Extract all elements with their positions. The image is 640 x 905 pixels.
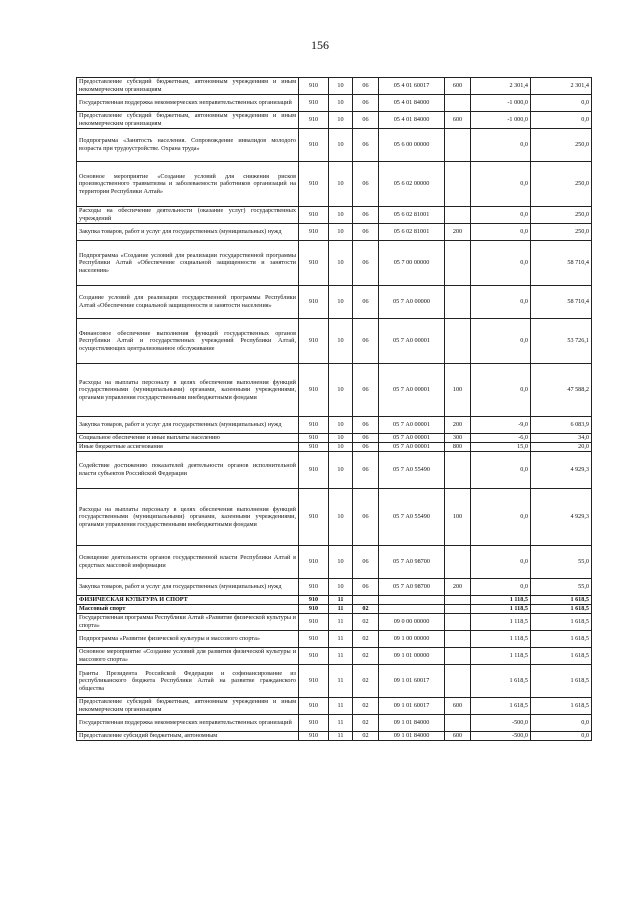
row-grbs: 910 [299,605,329,614]
row-total-amount: 4 929,3 [531,452,592,489]
row-expense-type: 200 [445,579,471,596]
row-change-amount: 1 118,5 [471,605,531,614]
row-expense-type [445,648,471,665]
row-expense-type: 200 [445,417,471,434]
row-name: Массовый спорт [77,605,299,614]
row-subsection: 02 [353,698,379,715]
row-target-article: 05 7 А0 00001 [379,417,445,434]
row-expense-type [445,452,471,489]
row-total-amount: 55,0 [531,546,592,579]
row-name: Предоставление субсидий бюджетным, автономным учреждениям и иным некоммерческим организациям [77,112,299,129]
row-name: Закупка товаров, работ и услуг для государственных (муниципальных) нужд [77,224,299,241]
row-change-amount: 0,0 [471,452,531,489]
row-section: 10 [329,224,353,241]
row-change-amount: 0,0 [471,224,531,241]
row-expense-type [445,715,471,732]
row-change-amount: -500,0 [471,715,531,732]
row-name: Подпрограмма «Занятость населения. Сопровождение инвалидов молодого возраста при трудоустройстве. Охрана труда» [77,129,299,162]
row-expense-type: 100 [445,364,471,417]
row-name: Предоставление субсидий бюджетным, автономным учреждениям и иным некоммерческим организациям [77,698,299,715]
row-total-amount: 53 726,1 [531,319,592,364]
row-section: 11 [329,715,353,732]
row-name: Государственная поддержка некоммерческих неправительственных организаций [77,715,299,732]
row-target-article: 05 7 А0 00001 [379,319,445,364]
row-section: 10 [329,78,353,95]
row-grbs: 910 [299,129,329,162]
row-grbs: 910 [299,648,329,665]
table-row [77,434,592,443]
row-change-amount: 0,0 [471,546,531,579]
row-subsection: 02 [353,665,379,698]
row-change-amount: 1 118,5 [471,648,531,665]
row-grbs: 910 [299,579,329,596]
row-change-amount: 0,0 [471,207,531,224]
row-expense-type [445,631,471,648]
row-grbs: 910 [299,112,329,129]
row-total-amount: 250,0 [531,207,592,224]
table-row [77,241,592,286]
row-expense-type: 600 [445,698,471,715]
row-name: Финансовое обеспечение выполнения функций государственных органов Республики Алтай и государственных учреждений Республики Алтай, осуществляющих централизованное обслуживание [77,319,299,364]
row-target-article: 05 7 А0 98700 [379,579,445,596]
row-name: Освещение деятельности органов государственной власти Республики Алтай в средствах массовой информации [77,546,299,579]
row-target-article: 09 1 01 00000 [379,648,445,665]
row-section: 10 [329,489,353,546]
row-name: Предоставление субсидий бюджетным, автономным учреждениям и иным некоммерческим организациям [77,78,299,95]
row-target-article: 05 7 А0 55490 [379,452,445,489]
table-row [77,715,592,732]
row-target-article: 09 1 01 60017 [379,698,445,715]
row-subsection: 06 [353,452,379,489]
row-total-amount: 2 301,4 [531,78,592,95]
row-total-amount: 1 618,5 [531,698,592,715]
table-row [77,698,592,715]
row-total-amount: 1 618,5 [531,614,592,631]
row-subsection: 02 [353,614,379,631]
row-total-amount: 0,0 [531,732,592,741]
row-subsection: 06 [353,162,379,207]
table-row [77,95,592,112]
row-target-article: 05 7 А0 00001 [379,443,445,452]
row-change-amount: -9,0 [471,417,531,434]
row-grbs: 910 [299,546,329,579]
row-total-amount: 1 618,5 [531,648,592,665]
row-grbs: 910 [299,417,329,434]
row-expense-type: 600 [445,112,471,129]
row-total-amount: 250,0 [531,129,592,162]
row-subsection: 02 [353,631,379,648]
row-grbs: 910 [299,241,329,286]
row-grbs: 910 [299,489,329,546]
row-change-amount: 1 118,5 [471,596,531,605]
row-section: 10 [329,434,353,443]
row-section: 10 [329,286,353,319]
row-target-article: 05 6 00 00000 [379,129,445,162]
row-target-article: 09 1 01 84000 [379,715,445,732]
row-name: Иные бюджетные ассигнования [77,443,299,452]
row-change-amount: 1 618,5 [471,698,531,715]
row-name: Расходы на обеспечение деятельности (оказание услуг) государственных учреждений [77,207,299,224]
row-change-amount: 0,0 [471,129,531,162]
row-grbs: 910 [299,224,329,241]
table-row [77,546,592,579]
row-target-article: 05 6 02 00000 [379,162,445,207]
row-section: 11 [329,631,353,648]
row-target-article: 09 1 00 00000 [379,631,445,648]
row-expense-type: 600 [445,732,471,741]
row-target-article: 09 0 00 00000 [379,614,445,631]
row-section: 11 [329,698,353,715]
budget-table [76,77,592,741]
row-expense-type [445,605,471,614]
row-expense-type: 600 [445,78,471,95]
row-subsection: 06 [353,417,379,434]
table-row [77,319,592,364]
row-target-article: 05 7 А0 98700 [379,546,445,579]
row-section: 10 [329,364,353,417]
table-row [77,112,592,129]
row-target-article: 05 4 01 84000 [379,95,445,112]
row-grbs: 910 [299,665,329,698]
row-subsection: 02 [353,605,379,614]
row-name: Основное мероприятие «Создание условий для снижения рисков производственного травматизма и заболеваемости работников организаций на территории Республики Алтай» [77,162,299,207]
row-name: Подпрограмма «Создание условий для реализации государственной программы Республики Алтай «Обеспечение социальной защищенности и занятости населения» [77,241,299,286]
row-expense-type [445,319,471,364]
row-name: Государственная поддержка некоммерческих неправительственных организаций [77,95,299,112]
row-total-amount: 0,0 [531,715,592,732]
row-section: 10 [329,241,353,286]
row-change-amount: -1 000,0 [471,112,531,129]
row-change-amount: 2 301,4 [471,78,531,95]
row-grbs: 910 [299,319,329,364]
row-name: Создание условий для реализации государственной программы Республики Алтай «Обеспечение социальной защищенности и занятости населения» [77,286,299,319]
row-subsection: 02 [353,732,379,741]
table-row [77,207,592,224]
row-section: 10 [329,417,353,434]
row-change-amount: 15,0 [471,443,531,452]
row-subsection: 06 [353,489,379,546]
row-target-article: 05 7 00 00000 [379,241,445,286]
row-expense-type [445,207,471,224]
table-row [77,224,592,241]
row-section: 10 [329,319,353,364]
row-grbs: 910 [299,443,329,452]
row-change-amount: 0,0 [471,489,531,546]
row-name: Содействие достижению показателей деятельности органов исполнительной власти субъектов Российской Федерации [77,452,299,489]
row-section: 10 [329,162,353,207]
row-target-article: 05 6 02 81001 [379,207,445,224]
row-change-amount: 0,0 [471,241,531,286]
table-row [77,732,592,741]
row-target-article: 05 6 02 81001 [379,224,445,241]
row-target-article: 05 7 А0 00001 [379,364,445,417]
row-change-amount: -500,0 [471,732,531,741]
row-name: Предоставление субсидий бюджетным, автономным [77,732,299,741]
row-section: 10 [329,443,353,452]
row-change-amount: 0,0 [471,162,531,207]
row-total-amount: 250,0 [531,224,592,241]
row-section: 11 [329,596,353,605]
table-row [77,129,592,162]
row-section: 10 [329,112,353,129]
row-grbs: 910 [299,614,329,631]
page-number: 156 [311,38,329,52]
row-subsection: 06 [353,579,379,596]
table-row [77,631,592,648]
row-grbs: 910 [299,631,329,648]
row-grbs: 910 [299,715,329,732]
row-total-amount: 1 618,5 [531,665,592,698]
row-grbs: 910 [299,732,329,741]
table-row [77,614,592,631]
row-total-amount: 4 929,3 [531,489,592,546]
row-expense-type: 200 [445,224,471,241]
row-grbs: 910 [299,364,329,417]
row-subsection [353,596,379,605]
row-grbs: 910 [299,78,329,95]
row-section: 10 [329,207,353,224]
row-target-article: 09 1 01 84000 [379,732,445,741]
row-section: 11 [329,665,353,698]
row-change-amount: -6,0 [471,434,531,443]
row-total-amount: 0,0 [531,112,592,129]
table-row [77,579,592,596]
row-subsection: 06 [353,319,379,364]
row-change-amount: 1 618,5 [471,665,531,698]
row-total-amount: 58 710,4 [531,241,592,286]
table-row [77,605,592,614]
row-total-amount: 0,0 [531,95,592,112]
row-section: 11 [329,648,353,665]
table-row [77,443,592,452]
row-section: 11 [329,605,353,614]
table-row [77,78,592,95]
row-subsection: 06 [353,78,379,95]
row-name: Государственная программа Республики Алтай «Развитие физической культуры и спорта» [77,614,299,631]
row-expense-type [445,162,471,207]
row-change-amount: -1 000,0 [471,95,531,112]
row-name: Закупка товаров, работ и услуг для государственных (муниципальных) нужд [77,579,299,596]
row-name: Подпрограмма «Развитие физической культуры и массового спорта» [77,631,299,648]
row-change-amount: 0,0 [471,579,531,596]
row-name: Социальное обеспечение и иные выплаты населению [77,434,299,443]
row-total-amount: 55,0 [531,579,592,596]
row-grbs: 910 [299,698,329,715]
row-subsection: 06 [353,546,379,579]
row-target-article: 05 7 А0 00000 [379,286,445,319]
row-section: 11 [329,732,353,741]
table-row [77,286,592,319]
row-subsection: 06 [353,95,379,112]
row-expense-type [445,129,471,162]
row-expense-type [445,546,471,579]
table-row [77,489,592,546]
row-section: 10 [329,546,353,579]
row-change-amount: 0,0 [471,319,531,364]
row-expense-type [445,614,471,631]
row-subsection: 06 [353,129,379,162]
row-name: Гранты Президента Российской Федерации и софинансирование из республиканского бюджета Республики Алтай на развитие гражданского общества [77,665,299,698]
budget-table-body [77,78,592,741]
row-name: Основное мероприятие «Создание условий для развития физической культуры и массового спорта» [77,648,299,665]
row-section: 10 [329,129,353,162]
row-subsection: 06 [353,443,379,452]
row-expense-type: 300 [445,434,471,443]
row-expense-type [445,286,471,319]
row-grbs: 910 [299,452,329,489]
row-name: Расходы на выплаты персоналу в целях обеспечения выполнения функций государственными (муниципальными) органами, казенными учреждениями, органами управления государственными внебюджетными фондами [77,364,299,417]
row-target-article: 05 7 А0 55490 [379,489,445,546]
row-subsection: 06 [353,364,379,417]
row-change-amount: 1 118,5 [471,614,531,631]
row-section: 10 [329,452,353,489]
row-total-amount: 6 083,9 [531,417,592,434]
row-total-amount: 34,0 [531,434,592,443]
row-subsection: 02 [353,715,379,732]
row-grbs: 910 [299,596,329,605]
row-total-amount: 58 710,4 [531,286,592,319]
row-expense-type [445,596,471,605]
row-section: 11 [329,614,353,631]
row-subsection: 06 [353,207,379,224]
row-expense-type [445,665,471,698]
row-change-amount: 0,0 [471,364,531,417]
table-row [77,162,592,207]
row-grbs: 910 [299,434,329,443]
row-target-article [379,596,445,605]
table-row [77,452,592,489]
table-row [77,596,592,605]
row-grbs: 910 [299,207,329,224]
row-target-article: 05 4 01 60017 [379,78,445,95]
row-grbs: 910 [299,95,329,112]
row-target-article [379,605,445,614]
row-name: ФИЗИЧЕСКАЯ КУЛЬТУРА И СПОРТ [77,596,299,605]
row-subsection: 06 [353,434,379,443]
row-subsection: 06 [353,224,379,241]
row-total-amount: 47 588,2 [531,364,592,417]
row-expense-type [445,95,471,112]
row-total-amount: 20,0 [531,443,592,452]
table-row [77,417,592,434]
row-change-amount: 1 118,5 [471,631,531,648]
row-subsection: 06 [353,112,379,129]
row-expense-type [445,241,471,286]
table-row [77,665,592,698]
table-row [77,364,592,417]
row-subsection: 02 [353,648,379,665]
row-total-amount: 1 618,5 [531,631,592,648]
row-subsection: 06 [353,286,379,319]
row-target-article: 09 1 01 60017 [379,665,445,698]
row-target-article: 05 4 01 84000 [379,112,445,129]
row-grbs: 910 [299,162,329,207]
row-section: 10 [329,579,353,596]
row-expense-type: 800 [445,443,471,452]
row-total-amount: 1 618,5 [531,596,592,605]
row-expense-type: 100 [445,489,471,546]
row-target-article: 05 7 А0 00001 [379,434,445,443]
row-change-amount: 0,0 [471,286,531,319]
row-total-amount: 1 618,5 [531,605,592,614]
table-row [77,648,592,665]
row-total-amount: 250,0 [531,162,592,207]
row-section: 10 [329,95,353,112]
row-name: Расходы на выплаты персоналу в целях обеспечения выполнения функций государственными (муниципальными) органами, казенными учреждениями, органами управления государственными внебюджетными фондами [77,489,299,546]
row-grbs: 910 [299,286,329,319]
row-name: Закупка товаров, работ и услуг для государственных (муниципальных) нужд [77,417,299,434]
row-subsection: 06 [353,241,379,286]
